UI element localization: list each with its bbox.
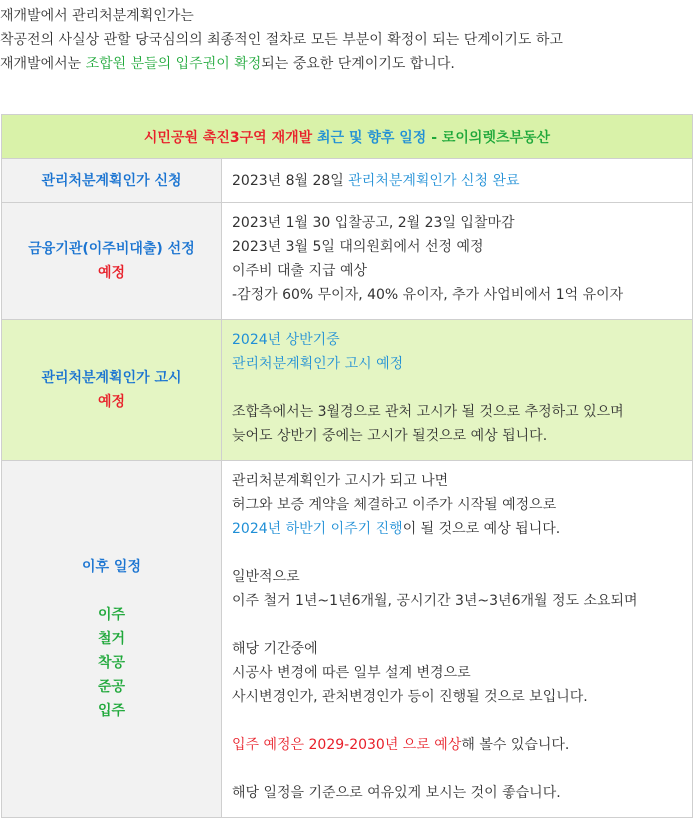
- schedule-table: [1, 114, 693, 818]
- content-line: 이주비 대출 지급 예상: [232, 263, 368, 279]
- content-line: [232, 733, 682, 757]
- content-line: 늦어도 상반기 중에는 고시가 될것으로 예상 됩니다.: [232, 428, 548, 444]
- intro-line-3: [0, 52, 695, 76]
- intro-text: [0, 0, 695, 76]
- table-row: [2, 320, 693, 461]
- content-line: 2023년 3월 5일 대의원회에서 선정 예정: [232, 239, 484, 255]
- step-label: 이주: [97, 607, 126, 623]
- content-line: -감정가 60% 무이자, 40% 유이자, 추가 사업비에서 1억 유이자: [232, 287, 624, 303]
- content-line: 사시변경인가, 관처변경인가 등이 진행될 것으로 보입니다.: [232, 689, 588, 705]
- content-line: 이주 철거 1년~1년6개월, 공시기간 3년~3년6개월 정도 소요되며: [232, 593, 638, 609]
- content-text: 이 될 것으로 예상 됩니다.: [402, 521, 561, 537]
- row-label: [2, 159, 222, 203]
- step-label: 준공: [97, 679, 126, 695]
- content-line: [232, 169, 682, 193]
- date-text: 2023년 8월 28일: [232, 172, 349, 189]
- detail-text: 관리처분계획인가 신청 완료: [348, 172, 520, 189]
- step-label: 입주: [97, 703, 126, 719]
- content-highlight: 2024년 하반기 이주기 진행: [232, 521, 403, 537]
- intro-line-3-start: 재개발에서눈: [0, 56, 86, 72]
- content-line: 해당 일정을 기준으로 여유있게 보시는 것이 좋습니다.: [232, 785, 561, 801]
- content-line: 일반적으로: [232, 569, 300, 585]
- content-highlight: 입주 예정은 2029-2030년 으로 예상: [232, 737, 462, 753]
- table-title: [2, 115, 693, 159]
- row-content: [222, 320, 693, 461]
- table-row: [2, 159, 693, 203]
- content-text: 해 볼수 있습니다.: [461, 737, 570, 753]
- row-label-text: 관리처분계획인가 신청: [41, 172, 182, 189]
- row-content: [222, 159, 693, 203]
- row-label: [2, 203, 222, 320]
- row-label-status: 예정: [97, 265, 126, 281]
- row-label: [2, 461, 222, 818]
- content-line: 해당 기간중에: [232, 641, 318, 657]
- table-row: [2, 203, 693, 320]
- content-line: 관리처분계획인가 고시가 되고 나면: [232, 473, 449, 489]
- row-content: [222, 461, 693, 818]
- content-line: [232, 517, 682, 541]
- intro-line-3-end: 되는 중요한 단계이기도 합니다.: [261, 56, 455, 72]
- content-line: 조합측에서는 3월경으로 관처 고시가 될 것으로 추정하고 있으며: [232, 404, 624, 420]
- content-line: 허그와 보증 계약을 체결하고 이주가 시작될 예정으로: [232, 497, 557, 513]
- row-content: [222, 203, 693, 320]
- content-line: 시공사 변경에 따른 일부 설계 변경으로: [232, 665, 471, 681]
- table-row: [2, 461, 693, 818]
- intro-line-1: 재개발에서 관리처분계획인가는: [0, 8, 194, 24]
- step-label: 철거: [97, 631, 126, 647]
- row-label-text: 이후 일정: [82, 559, 141, 575]
- row-label-text: 금융기관(이주비대출) 선정: [28, 241, 195, 257]
- title-part-2: 최근 및 향후 일정: [317, 129, 427, 146]
- content-highlight: 2024년 상반기중: [232, 332, 340, 348]
- table-header-row: [2, 115, 693, 159]
- intro-line-2: 착공전의 사실상 관할 당국심의의 최종적인 절차로 모든 부분이 확정이 되는 단계이기도 하고: [0, 32, 563, 48]
- content-line: 2023년 1월 30 입찰공고, 2월 23일 입찰마감: [232, 215, 515, 231]
- title-part-3: - 로이의렛츠부동산: [426, 129, 551, 146]
- title-part-1: 시민공원 촉진3구역 재개발: [143, 129, 318, 146]
- content-highlight: 관리처분계획인가 고시 예정: [232, 356, 404, 372]
- row-label-text: 관리처분계획인가 고시: [41, 370, 182, 386]
- row-label-status: 예정: [97, 394, 126, 410]
- row-label: [2, 320, 222, 461]
- step-label: 착공: [97, 655, 126, 671]
- intro-highlight: 조합원 분들의 입주권이 확정: [85, 56, 262, 72]
